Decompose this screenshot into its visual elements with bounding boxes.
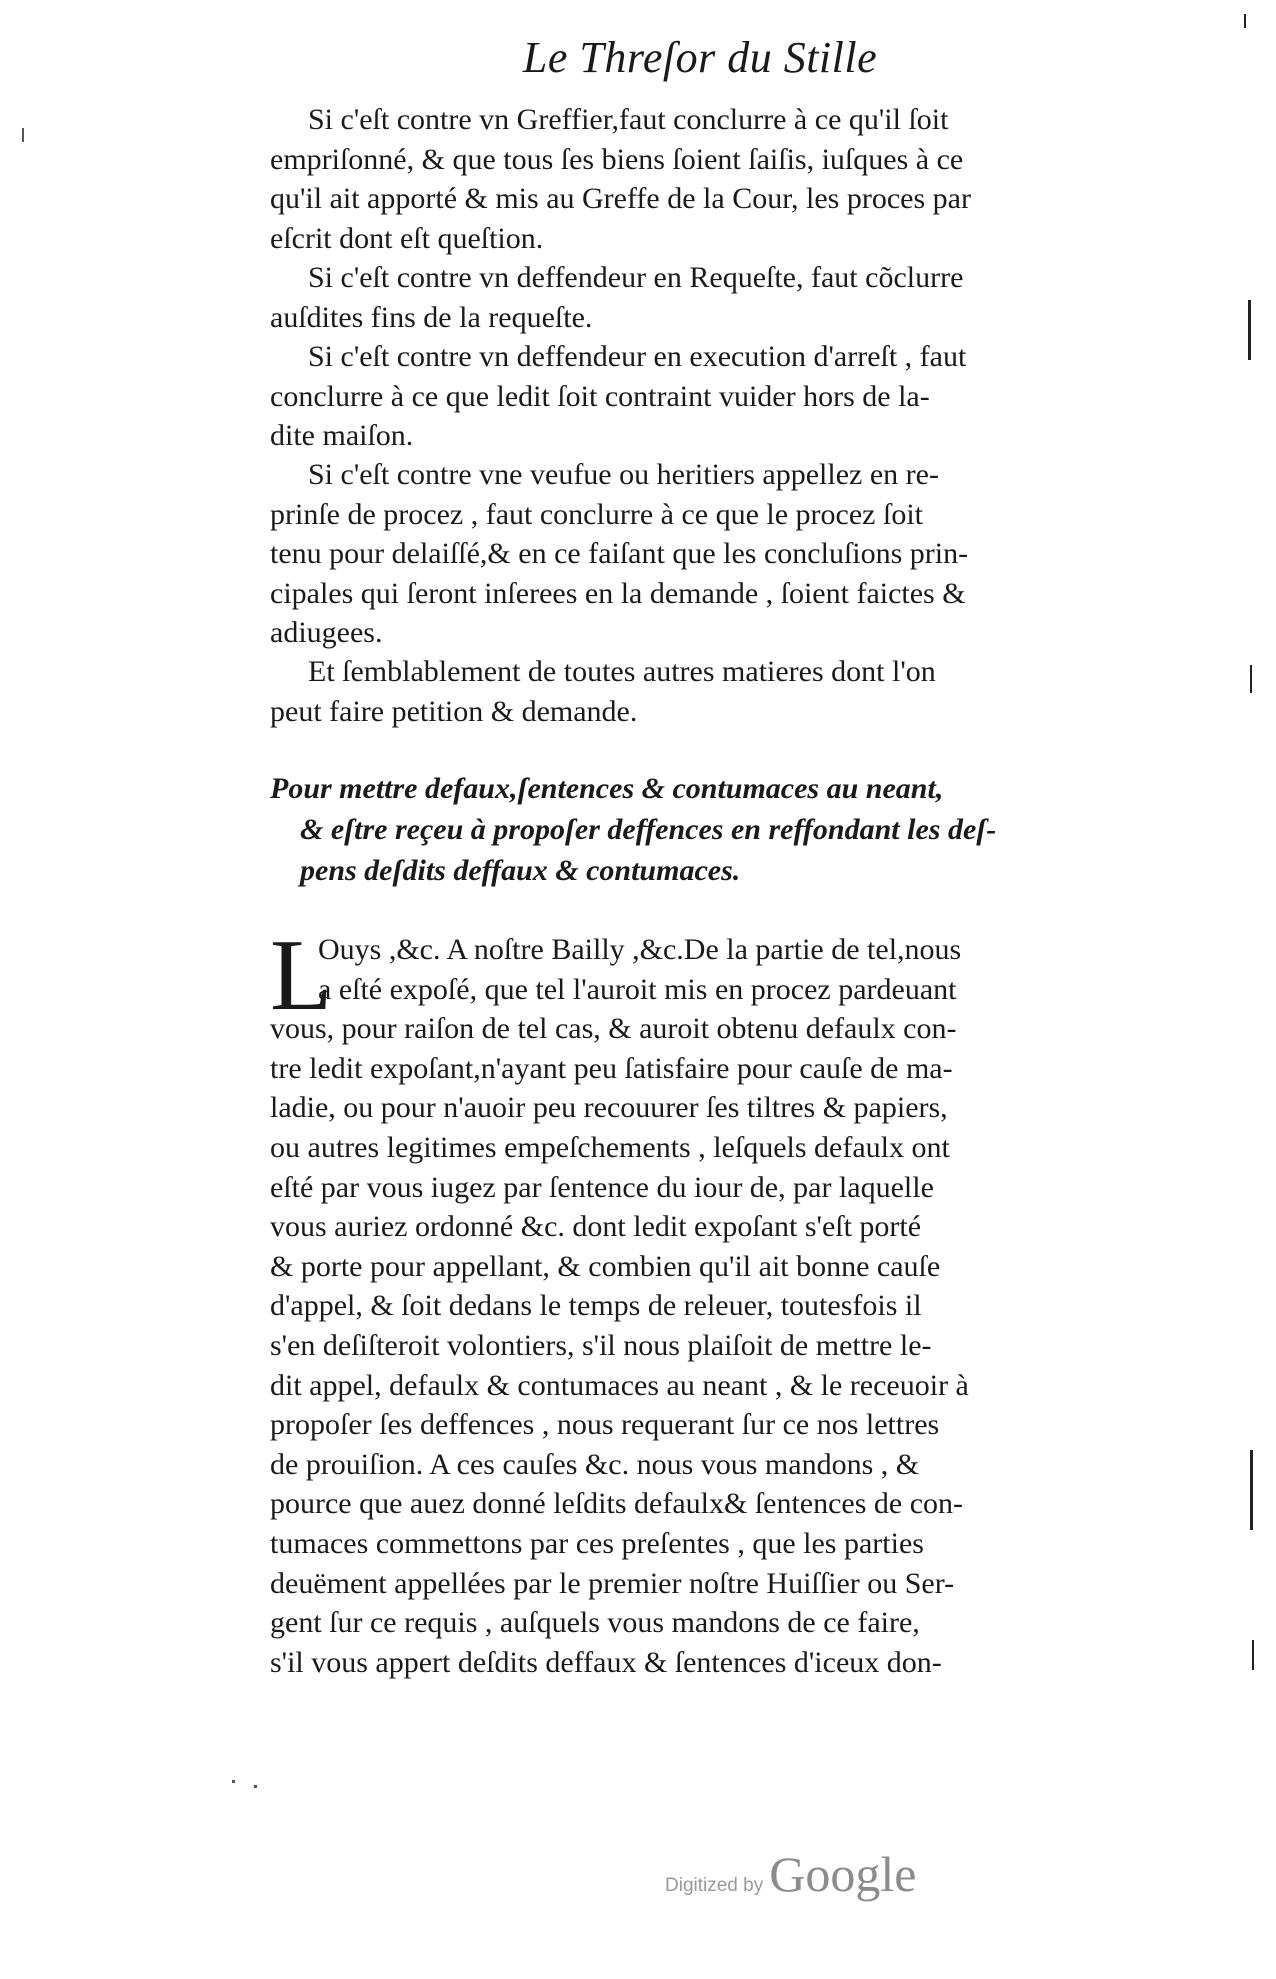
drop-cap: L: [270, 919, 333, 1032]
paragraph-2: [270, 258, 1140, 337]
text-line: Si c'eſt contre vn Greffier,faut conclurre à ce qu'il ſoit: [308, 103, 949, 136]
text-line: eſté par vous iugez par ſentence du iour de, par laquelle: [270, 1170, 934, 1204]
text-line: ladie, ou pour n'auoir peu recouurer ſes tiltres & papiers,: [270, 1091, 948, 1125]
text-line: qu'il ait apporté & mis au Greffe de la Cour, les proces par: [270, 182, 971, 215]
google-logo: Google: [769, 1846, 917, 1902]
text-line: tenu pour delaiſſé,& en ce faiſant que les concluſions prin-: [270, 537, 969, 570]
text-line: ou autres legitimes empeſchements , leſquels defaulx ont: [270, 1130, 950, 1164]
text-line: prinſe de procez , faut conclurre à ce que le procez ſoit: [270, 497, 923, 531]
text-line: conclurre à ce que ledit ſoit contraint vuider hors de la-: [270, 379, 930, 413]
text-line: s'en deſiſteroit volontiers, s'il nous plaiſoit de mettre le-: [270, 1328, 932, 1362]
heading-line: & eſtre reçeu à propoſer deffences en reffondant les deſ-: [300, 813, 997, 846]
digitized-footer: [665, 1845, 916, 1903]
text-line: Si c'eſt contre vn deffendeur en execution d'arreſt , faut: [308, 340, 967, 373]
text-line: auſdites fins de la requeſte.: [270, 300, 593, 334]
text-line: gent ſur ce requis , auſquels vous mandons de ce faire,: [270, 1606, 920, 1640]
heading-line: pens deſdits deffaux & contumaces.: [300, 854, 741, 887]
scan-speck: [232, 1780, 235, 1783]
scan-edge-mark: [1244, 14, 1246, 28]
scan-edge-mark: [1252, 1640, 1254, 1670]
text-line: pource que auez donné leſdits defaulx& ſentences de con-: [270, 1487, 964, 1521]
scan-edge-mark: [1250, 1450, 1253, 1530]
text-line: cipales qui ſeront inſerees en la demande , ſoient faictes &: [270, 576, 966, 610]
text-line: empriſonné, & que tous ſes biens ſoient ſaiſis, iuſques à ce: [270, 142, 964, 176]
text-line: tumaces commettons par ces preſentes , que les parties: [270, 1526, 924, 1560]
text-line: deuëment appellées par le premier noſtre Huiſſier ou Ser-: [270, 1566, 955, 1600]
text-line: tre ledit expoſant,n'ayant peu ſatisfaire pour cauſe de ma-: [270, 1051, 953, 1085]
text-line: eſcrit dont eſt queſtion.: [270, 221, 544, 255]
text-line: vous auriez ordonné &c. dont ledit expoſant s'eſt porté: [270, 1210, 922, 1244]
text-line: dite maiſon.: [270, 419, 414, 452]
running-head: Le Threſor du Stille: [522, 33, 878, 82]
text-line: a eſté expoſé, que tel l'auroit mis en procez pardeuant: [318, 972, 957, 1006]
text-line: Ouys ,&c. A noſtre Bailly ,&c.De la partie de tel,nous: [318, 933, 962, 966]
paragraph-3: [270, 337, 1140, 456]
text-line: vous, pour raiſon de tel cas, & auroit obtenu defaulx con-: [270, 1012, 957, 1046]
text-line: s'il vous appert deſdits deffaux & ſentences d'iceux don-: [270, 1645, 942, 1679]
heading-line: Pour mettre defaux,ſentences & contumaces au neant,: [270, 772, 944, 805]
scan-edge-mark: [1248, 300, 1251, 360]
paragraph-4: [270, 455, 1140, 653]
scan-speck: [254, 1785, 257, 1788]
text-line: propoſer ſes deffences , nous requerant ſur ce nos lettres: [270, 1408, 940, 1442]
text-line: Et ſemblablement de toutes autres matieres dont l'on: [308, 655, 936, 688]
letter-body: [270, 919, 1140, 1682]
text-line: d'appel, & ſoit dedans le temps de releuer, toutesfois il: [270, 1289, 922, 1323]
scan-edge-mark: [1250, 665, 1252, 693]
text-line: Si c'eſt contre vn deffendeur en Requeſte, faut cõclurre: [308, 261, 964, 294]
text-line: & porte pour appellant, & combien qu'il ait bonne cauſe: [270, 1249, 941, 1283]
digitized-label: Digitized by: [665, 1875, 764, 1896]
section-heading: [270, 768, 1150, 891]
text-line: dit appel, defaulx & contumaces au neant , & le receuoir à: [270, 1368, 969, 1402]
text-line: de prouiſion. A ces cauſes &c. nous vous mandons , &: [270, 1447, 920, 1481]
text-line: peut faire petition & demande.: [270, 694, 638, 728]
paragraph-5: [270, 652, 1140, 731]
paragraph-1: [270, 100, 1140, 258]
text-line: Si c'eſt contre vne veufue ou heritiers appellez en re-: [308, 458, 939, 491]
scan-speck: [22, 128, 24, 142]
text-line: adiugees.: [270, 616, 383, 649]
